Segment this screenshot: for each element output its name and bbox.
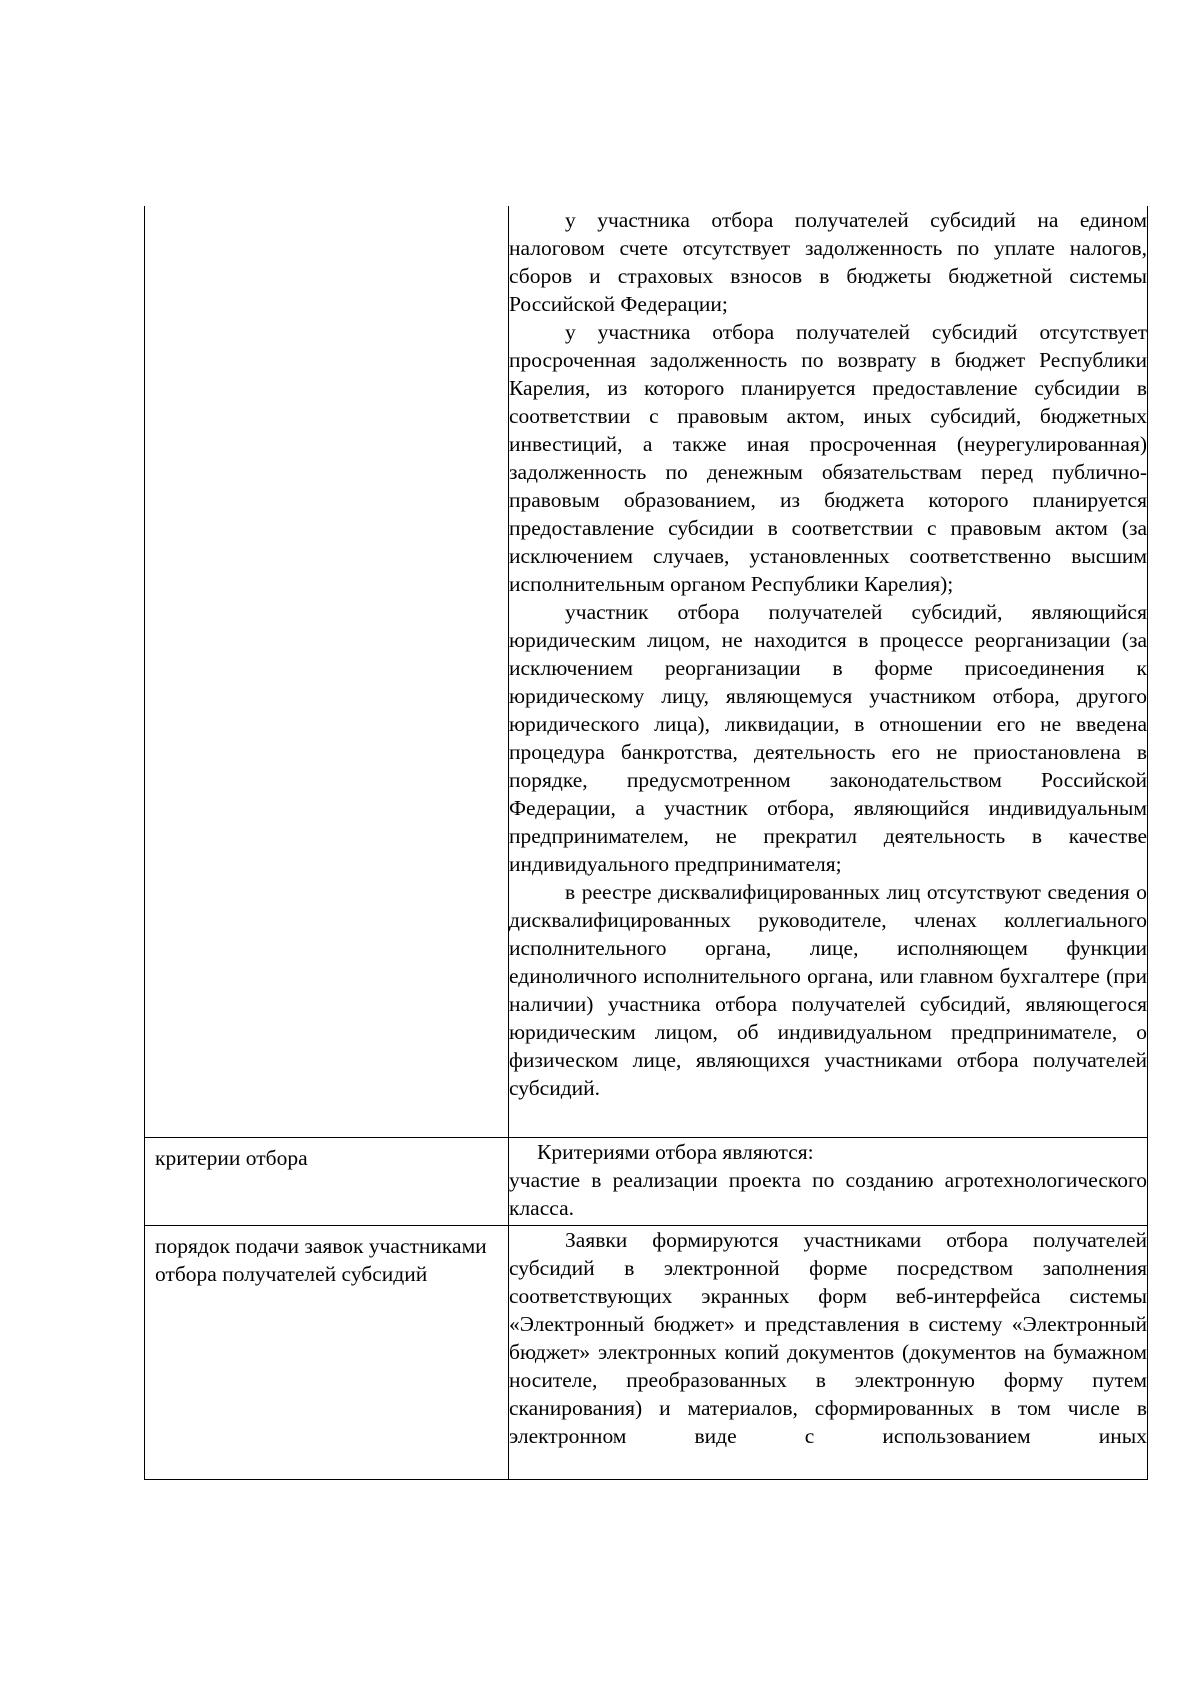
row-content-cell	[509, 1225, 1148, 1479]
row-label-cell	[145, 206, 509, 1137]
row-label-cell	[145, 1225, 509, 1479]
requirement-reorganization: участник отбора получателей субсидий, являющийся юридическим лицом, не находится в процессе реорганизации (за исключением реорганизации в форме присоединения к юридическому лицу, являющемуся участником отбора, другого юридического лица), ликвидации, в отношении его не введена процедура банкротства, деятельность его не приостановлена в порядке, предусмотренном законодательством Российской Федерации, а участник отбора, являющийся индивидуальным предпринимателем, не прекратил деятельность в качестве индивидуального предпринимателя;	[509, 600, 1147, 876]
table-row-criteria	[145, 1137, 1148, 1225]
table-row-requirements	[145, 206, 1148, 1137]
row-label-criteria: критерии отбора	[155, 1145, 308, 1170]
requirements-table	[144, 206, 1148, 1480]
row-label	[145, 206, 508, 212]
requirement-tax-debt: у участника отбора получателей субсидий на едином налоговом счете отсутствует задолженность по уплате налогов, сборов и страховых взносов в бюджеты бюджетной системы Российской Федерации;	[509, 208, 1147, 316]
requirement-overdue-debt: у участника отбора получателей субсидий отсутствует просроченная задолженность по возврату в бюджет Республики Карелия, из которого планируется предоставление субсидии в соответствии с правовым актом, иных субсидий, бюджетных инвестиций, а также иная просроченная (неурегулированная) задолженность по денежным обязательствам перед публично-правовым образованием, из бюджета которого планируется предоставление субсидии в соответствии с правовым актом (за исключением случаев, установленных соответственно высшим исполнительным органом Республики Карелия);	[509, 320, 1147, 596]
table-row-application-procedure	[145, 1225, 1148, 1479]
row-content-cell	[509, 206, 1148, 1137]
application-procedure-text: Заявки формируются участниками отбора получателей субсидий в электронной форме посредством заполнения соответствующих экранных форм веб-интерфейса системы «Электронный бюджет» и представления в систему «Электронный бюджет» электронных копий документов (документов на бумажном носителе, преобразованных в электронную форму путем сканирования) и материалов, сформированных в том числе в электронном виде с использованием иных	[509, 1227, 1147, 1448]
criteria-intro: Критериями отбора являются:	[537, 1139, 814, 1164]
row-label-application-procedure: порядок подачи заявок участниками отбора получателей субсидий	[155, 1233, 487, 1286]
row-content-cell	[509, 1137, 1148, 1225]
row-label-cell	[145, 1137, 509, 1225]
criteria-item: участие в реализации проекта по созданию агротехнологического класса.	[509, 1167, 1147, 1220]
requirement-disqualified-persons: в реестре дисквалифицированных лиц отсутствуют сведения о дисквалифицированных руководителе, членах коллегиального исполнительного органа, лице, исполняющем функции единоличного исполнительного органа, или главном бухгалтере (при наличии) участника отбора получателей субсидий, являющегося юридическим лицом, об индивидуальном предпринимателе, о физическом лице, являющихся участниками отбора получателей субсидий.	[509, 880, 1147, 1100]
